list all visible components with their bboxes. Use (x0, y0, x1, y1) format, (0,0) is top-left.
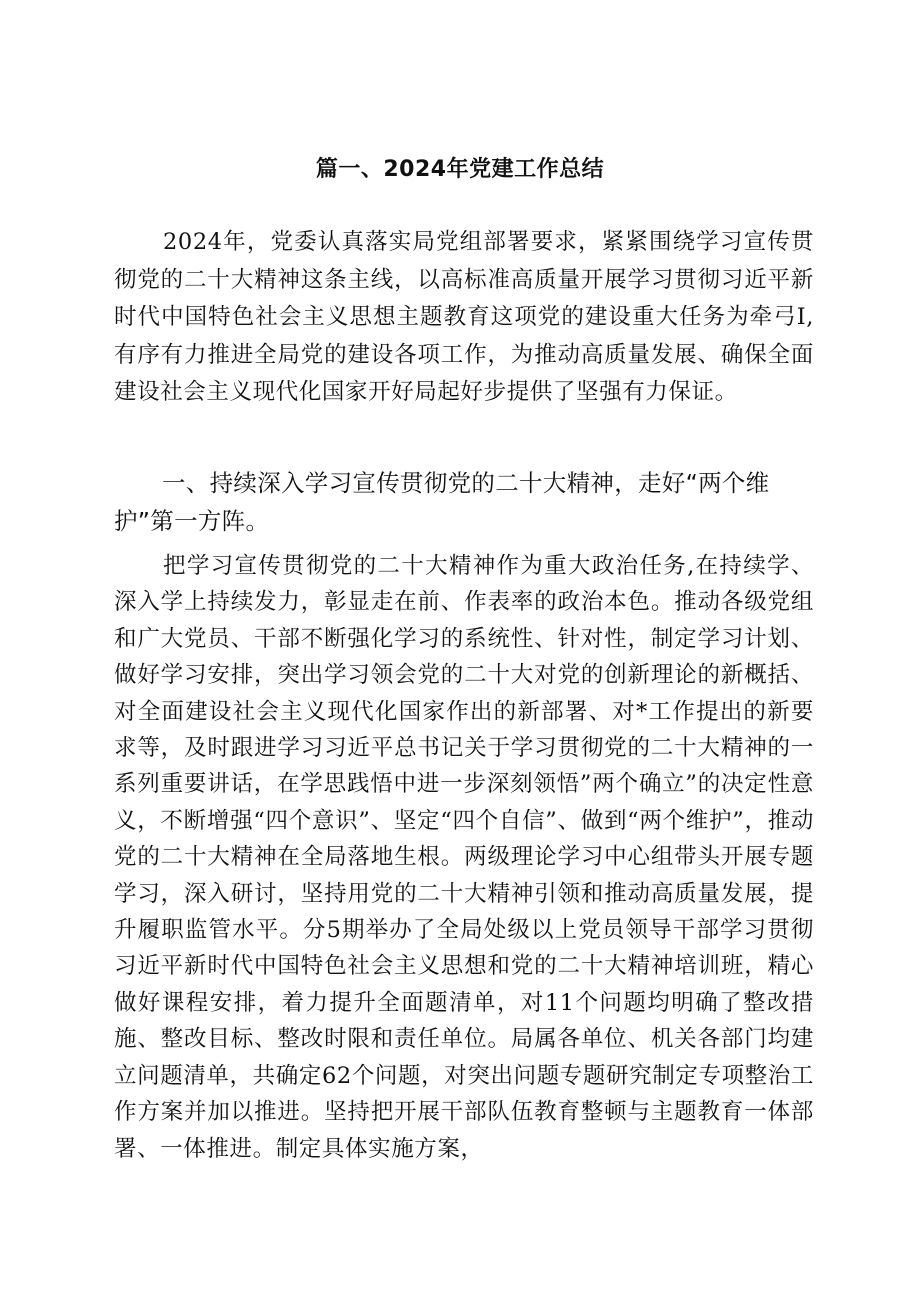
document-title: 篇一、2024年党建工作总结 (315, 157, 605, 182)
section-paragraph: 把学习宣传贯彻党的二十大精神作为重大政治任务,在持续学、深入学上持续发力，彰显走在前、作表率的政治本色。推动各级党组和广大党员、干部不断强化学习的系统性、针对性，制定学习计划、做好学习安排，突出学习领会党的二十大对党的创新理论的新概括、对全面建设社会主义现代化国家作出的新部署、对*工作提出的新要求等，及时跟进学习习近平总书记关于学习贯彻党的二十大精神的一系列重要讲话，在学思践悟中进一步深刻领悟”两个确立”的决定性意义，不断增强“四个意识”、坚定“四个自信”、做到“两个维护”，推动党的二十大精神在全局落地生根。两级理论学习中心组带头开展专题学习，深入研讨，坚持用党的二十大精神引领和推动高质量发展，提升履职监管水平。分5期举办了全局处级以上党员领导干部学习贯彻习近平新时代中国特色社会主义思想和党的二十大精神培训班，精心做好课程安排，着力提升全面题清单，对11个问题均明确了整改措施、整改目标、整改时限和责任单位。局属各单位、机关各部门均建立问题清单，共确定62个问题，对突出问题专题研究制定专项整治工作方案并加以推进。坚持把开展干部队伍教育整顿与主题教育一体部署、一体推进。制定具体实施方案， (114, 553, 814, 1162)
section-heading: 一、持续深入学习宣传贯彻党的二十大精神，走好“两个维护”第一方阵。 (114, 469, 770, 535)
intro-paragraph: 2024年，党委认真落实局党组部署要求，紧紧围绕学习宣传贯彻党的二十大精神这条主线，以高标准高质量开展学习贯彻习近平新时代中国特色社会主义思想主题教育这项党的建设重大任务为牵弓I,有序有力推进全局党的建设各项工作，为推动高质量发展、确保全面建设社会主义现代化国家开好局起好步提供了坚强有力保证。 (114, 229, 814, 405)
